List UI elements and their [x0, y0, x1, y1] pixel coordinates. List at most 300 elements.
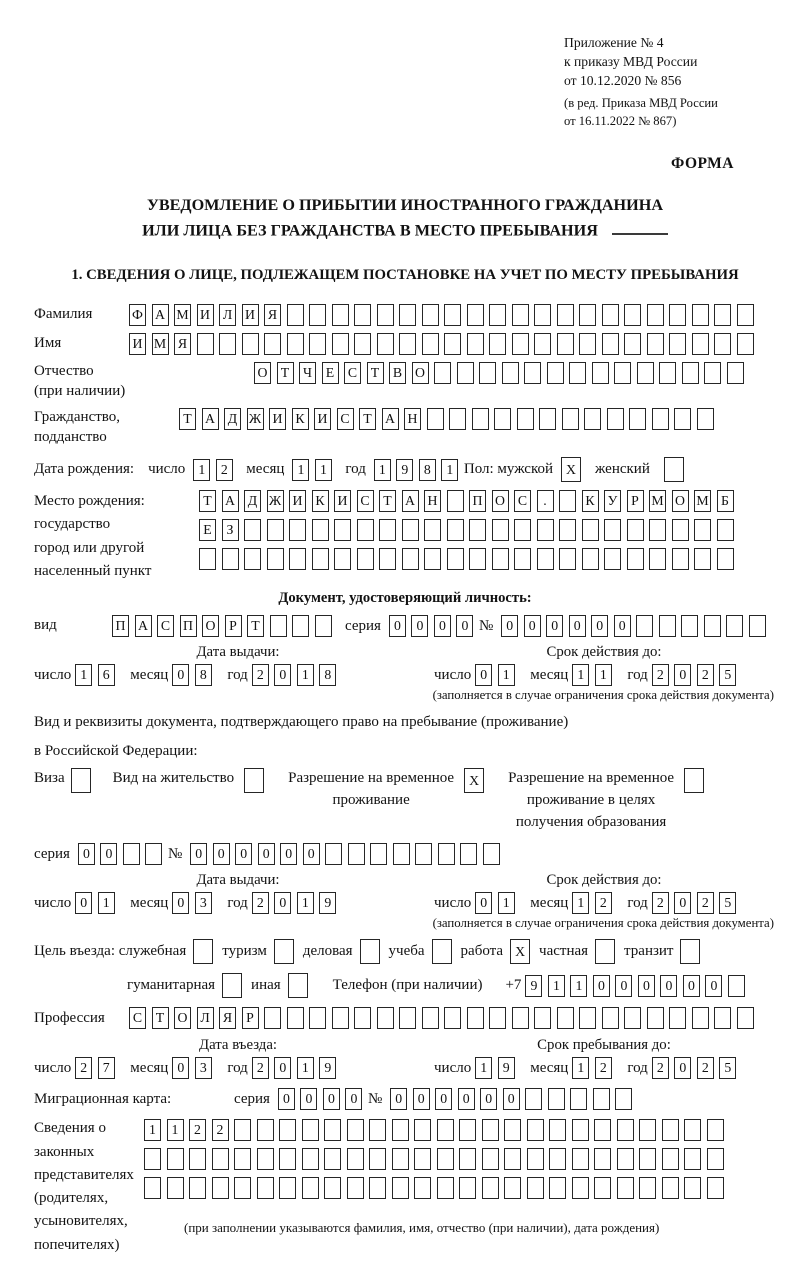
char-box[interactable] — [489, 333, 506, 355]
char-box[interactable]: Т — [179, 408, 196, 430]
char-box[interactable] — [692, 333, 709, 355]
char-box[interactable] — [539, 408, 556, 430]
char-box[interactable]: 2 — [652, 892, 669, 914]
char-box[interactable]: 0 — [345, 1088, 362, 1110]
char-box[interactable] — [627, 519, 644, 541]
char-box[interactable] — [714, 304, 731, 326]
char-box[interactable]: 1 — [144, 1119, 161, 1141]
char-box[interactable]: Л — [219, 304, 236, 326]
char-box[interactable] — [707, 1148, 724, 1170]
char-box[interactable] — [704, 362, 721, 384]
char-box[interactable] — [123, 843, 140, 865]
char-box[interactable] — [482, 1119, 499, 1141]
char-box[interactable]: 2 — [75, 1057, 92, 1079]
char-box[interactable] — [614, 362, 631, 384]
checkbox-temp-permit[interactable]: X — [464, 768, 484, 793]
char-box[interactable] — [424, 519, 441, 541]
char-box[interactable]: 6 — [98, 664, 115, 686]
char-box[interactable]: 0 — [78, 843, 95, 865]
char-box[interactable]: 1 — [297, 664, 314, 686]
char-box[interactable]: Н — [424, 490, 441, 512]
char-box[interactable]: Ж — [247, 408, 264, 430]
char-box[interactable] — [512, 1007, 529, 1029]
char-box[interactable] — [617, 1177, 634, 1199]
char-box[interactable] — [504, 1177, 521, 1199]
char-box[interactable] — [637, 362, 654, 384]
char-box[interactable]: 1 — [498, 892, 515, 914]
checkbox-edu-permit[interactable] — [684, 768, 704, 793]
char-box[interactable] — [437, 1119, 454, 1141]
char-box[interactable]: 0 — [323, 1088, 340, 1110]
char-box[interactable] — [348, 843, 365, 865]
char-box[interactable]: 0 — [235, 843, 252, 865]
char-box[interactable]: С — [157, 615, 174, 637]
char-box[interactable] — [652, 408, 669, 430]
char-box[interactable] — [309, 304, 326, 326]
char-box[interactable]: 0 — [274, 1057, 291, 1079]
char-box[interactable]: 1 — [572, 664, 589, 686]
char-box[interactable] — [615, 1088, 632, 1110]
char-box[interactable] — [370, 843, 387, 865]
char-box[interactable]: 9 — [319, 892, 336, 914]
char-box[interactable]: С — [337, 408, 354, 430]
char-box[interactable]: И — [314, 408, 331, 430]
char-box[interactable]: О — [254, 362, 271, 384]
checkbox-business[interactable] — [360, 939, 380, 964]
char-box[interactable] — [264, 333, 281, 355]
char-box[interactable]: О — [412, 362, 429, 384]
char-box[interactable]: А — [152, 304, 169, 326]
char-box[interactable]: Д — [244, 490, 261, 512]
char-box[interactable]: К — [582, 490, 599, 512]
char-box[interactable]: И — [129, 333, 146, 355]
char-box[interactable]: 1 — [297, 1057, 314, 1079]
char-box[interactable]: 0 — [615, 975, 632, 997]
char-box[interactable] — [427, 408, 444, 430]
char-box[interactable]: Я — [219, 1007, 236, 1029]
char-box[interactable]: 8 — [195, 664, 212, 686]
checkbox-humanitarian[interactable] — [222, 973, 242, 998]
char-box[interactable]: 8 — [419, 459, 436, 481]
char-box[interactable] — [244, 548, 261, 570]
char-box[interactable] — [489, 1007, 506, 1029]
char-box[interactable] — [624, 1007, 641, 1029]
char-box[interactable] — [557, 333, 574, 355]
char-box[interactable] — [684, 1177, 701, 1199]
char-box[interactable] — [379, 548, 396, 570]
char-box[interactable]: 2 — [595, 1057, 612, 1079]
char-box[interactable]: 1 — [75, 664, 92, 686]
char-box[interactable] — [422, 304, 439, 326]
char-box[interactable]: В — [389, 362, 406, 384]
char-box[interactable] — [347, 1119, 364, 1141]
char-box[interactable] — [728, 975, 745, 997]
char-box[interactable]: 0 — [458, 1088, 475, 1110]
char-box[interactable] — [334, 519, 351, 541]
char-box[interactable] — [357, 519, 374, 541]
char-box[interactable] — [737, 333, 754, 355]
char-box[interactable] — [144, 1148, 161, 1170]
char-box[interactable]: 1 — [297, 892, 314, 914]
char-box[interactable]: 1 — [475, 1057, 492, 1079]
char-box[interactable] — [624, 304, 641, 326]
char-box[interactable]: 0 — [501, 615, 518, 637]
char-box[interactable]: 0 — [569, 615, 586, 637]
checkbox-private[interactable] — [595, 939, 615, 964]
checkbox-work[interactable]: X — [510, 939, 530, 964]
char-box[interactable] — [749, 615, 766, 637]
char-box[interactable]: 9 — [319, 1057, 336, 1079]
char-box[interactable] — [534, 304, 551, 326]
char-box[interactable] — [692, 1007, 709, 1029]
char-box[interactable] — [212, 1148, 229, 1170]
char-box[interactable]: . — [537, 490, 554, 512]
char-box[interactable] — [547, 362, 564, 384]
char-box[interactable] — [459, 1119, 476, 1141]
char-box[interactable] — [482, 1177, 499, 1199]
char-box[interactable]: Т — [247, 615, 264, 637]
char-box[interactable]: К — [312, 490, 329, 512]
char-box[interactable]: 0 — [172, 1057, 189, 1079]
char-box[interactable]: К — [292, 408, 309, 430]
char-box[interactable]: 2 — [652, 664, 669, 686]
char-box[interactable]: 7 — [98, 1057, 115, 1079]
char-box[interactable] — [354, 304, 371, 326]
char-box[interactable] — [347, 1177, 364, 1199]
char-box[interactable] — [514, 519, 531, 541]
char-box[interactable] — [325, 843, 342, 865]
char-box[interactable] — [512, 333, 529, 355]
char-box[interactable]: У — [604, 490, 621, 512]
char-box[interactable]: 0 — [674, 892, 691, 914]
char-box[interactable] — [347, 1148, 364, 1170]
char-box[interactable]: 0 — [705, 975, 722, 997]
char-box[interactable] — [279, 1177, 296, 1199]
char-box[interactable] — [548, 1088, 565, 1110]
char-box[interactable]: 3 — [195, 892, 212, 914]
char-box[interactable] — [392, 1148, 409, 1170]
char-box[interactable]: Я — [174, 333, 191, 355]
char-box[interactable] — [582, 548, 599, 570]
char-box[interactable]: И — [269, 408, 286, 430]
char-box[interactable] — [392, 1119, 409, 1141]
char-box[interactable]: 8 — [319, 664, 336, 686]
char-box[interactable] — [399, 333, 416, 355]
char-box[interactable] — [447, 519, 464, 541]
char-box[interactable] — [302, 1148, 319, 1170]
char-box[interactable]: О — [202, 615, 219, 637]
char-box[interactable] — [402, 548, 419, 570]
char-box[interactable]: М — [649, 490, 666, 512]
char-box[interactable]: 0 — [475, 892, 492, 914]
char-box[interactable] — [681, 615, 698, 637]
char-box[interactable] — [492, 548, 509, 570]
char-box[interactable] — [627, 548, 644, 570]
char-box[interactable]: С — [514, 490, 531, 512]
char-box[interactable] — [399, 304, 416, 326]
char-box[interactable]: 0 — [274, 892, 291, 914]
char-box[interactable] — [289, 519, 306, 541]
checkbox-other[interactable] — [288, 973, 308, 998]
char-box[interactable] — [369, 1148, 386, 1170]
char-box[interactable]: Т — [367, 362, 384, 384]
char-box[interactable] — [234, 1177, 251, 1199]
char-box[interactable]: 0 — [172, 892, 189, 914]
char-box[interactable] — [354, 1007, 371, 1029]
char-box[interactable] — [234, 1148, 251, 1170]
char-box[interactable] — [639, 1119, 656, 1141]
char-box[interactable]: 0 — [674, 1057, 691, 1079]
char-box[interactable] — [579, 304, 596, 326]
char-box[interactable] — [649, 519, 666, 541]
char-box[interactable]: 2 — [652, 1057, 669, 1079]
char-box[interactable]: 1 — [498, 664, 515, 686]
char-box[interactable] — [482, 1148, 499, 1170]
char-box[interactable] — [572, 1119, 589, 1141]
char-box[interactable] — [312, 519, 329, 541]
char-box[interactable] — [437, 1177, 454, 1199]
char-box[interactable] — [636, 615, 653, 637]
char-box[interactable]: 1 — [292, 459, 309, 481]
char-box[interactable] — [593, 1088, 610, 1110]
char-box[interactable] — [447, 548, 464, 570]
char-box[interactable]: 0 — [389, 615, 406, 637]
char-box[interactable]: Р — [225, 615, 242, 637]
char-box[interactable]: Ф — [129, 304, 146, 326]
char-box[interactable] — [737, 1007, 754, 1029]
char-box[interactable] — [714, 1007, 731, 1029]
char-box[interactable]: 9 — [525, 975, 542, 997]
char-box[interactable]: 0 — [172, 664, 189, 686]
char-box[interactable] — [714, 333, 731, 355]
char-box[interactable] — [559, 490, 576, 512]
char-box[interactable]: 9 — [498, 1057, 515, 1079]
char-box[interactable] — [324, 1119, 341, 1141]
char-box[interactable] — [379, 519, 396, 541]
char-box[interactable] — [189, 1177, 206, 1199]
char-box[interactable] — [604, 548, 621, 570]
char-box[interactable] — [444, 333, 461, 355]
char-box[interactable] — [489, 304, 506, 326]
char-box[interactable] — [527, 1148, 544, 1170]
char-box[interactable]: 1 — [572, 892, 589, 914]
char-box[interactable]: 1 — [193, 459, 210, 481]
char-box[interactable] — [694, 548, 711, 570]
char-box[interactable] — [197, 333, 214, 355]
char-box[interactable]: Т — [379, 490, 396, 512]
char-box[interactable] — [617, 1148, 634, 1170]
char-box[interactable]: 0 — [524, 615, 541, 637]
char-box[interactable] — [167, 1177, 184, 1199]
char-box[interactable] — [549, 1177, 566, 1199]
char-box[interactable] — [602, 1007, 619, 1029]
char-box[interactable] — [469, 548, 486, 570]
char-box[interactable] — [324, 1177, 341, 1199]
char-box[interactable] — [332, 1007, 349, 1029]
char-box[interactable] — [444, 1007, 461, 1029]
char-box[interactable] — [377, 333, 394, 355]
char-box[interactable] — [334, 548, 351, 570]
char-box[interactable]: 1 — [572, 1057, 589, 1079]
char-box[interactable] — [559, 519, 576, 541]
char-box[interactable] — [467, 304, 484, 326]
char-box[interactable]: 0 — [434, 615, 451, 637]
char-box[interactable]: А — [402, 490, 419, 512]
char-box[interactable]: 2 — [697, 664, 714, 686]
char-box[interactable]: 0 — [258, 843, 275, 865]
char-box[interactable]: П — [180, 615, 197, 637]
char-box[interactable]: 5 — [719, 664, 736, 686]
char-box[interactable] — [447, 490, 464, 512]
char-box[interactable]: Т — [277, 362, 294, 384]
char-box[interactable] — [199, 548, 216, 570]
char-box[interactable]: А — [202, 408, 219, 430]
char-box[interactable] — [669, 1007, 686, 1029]
char-box[interactable] — [424, 548, 441, 570]
char-box[interactable]: 1 — [570, 975, 587, 997]
char-box[interactable] — [570, 1088, 587, 1110]
char-box[interactable]: С — [357, 490, 374, 512]
char-box[interactable] — [717, 519, 734, 541]
char-box[interactable] — [309, 333, 326, 355]
char-box[interactable] — [704, 615, 721, 637]
char-box[interactable]: 0 — [591, 615, 608, 637]
checkbox-tourism[interactable] — [274, 939, 294, 964]
char-box[interactable]: О — [492, 490, 509, 512]
char-box[interactable]: С — [344, 362, 361, 384]
char-box[interactable] — [459, 1148, 476, 1170]
char-box[interactable] — [494, 408, 511, 430]
char-box[interactable]: 2 — [212, 1119, 229, 1141]
char-box[interactable] — [692, 304, 709, 326]
char-box[interactable] — [504, 1119, 521, 1141]
char-box[interactable] — [647, 304, 664, 326]
char-box[interactable] — [737, 304, 754, 326]
char-box[interactable]: Ж — [267, 490, 284, 512]
char-box[interactable] — [517, 408, 534, 430]
char-box[interactable] — [402, 519, 419, 541]
checkbox-male[interactable]: X — [561, 457, 581, 482]
char-box[interactable]: 0 — [674, 664, 691, 686]
checkbox-female[interactable] — [664, 457, 684, 482]
char-box[interactable] — [534, 1007, 551, 1029]
char-box[interactable]: 1 — [98, 892, 115, 914]
char-box[interactable]: И — [242, 304, 259, 326]
char-box[interactable] — [672, 519, 689, 541]
char-box[interactable]: 1 — [548, 975, 565, 997]
char-box[interactable] — [222, 548, 239, 570]
char-box[interactable]: 0 — [456, 615, 473, 637]
char-box[interactable]: Я — [264, 304, 281, 326]
char-box[interactable] — [662, 1119, 679, 1141]
char-box[interactable] — [393, 843, 410, 865]
char-box[interactable] — [212, 1177, 229, 1199]
char-box[interactable]: 0 — [593, 975, 610, 997]
char-box[interactable]: 0 — [503, 1088, 520, 1110]
char-box[interactable] — [422, 333, 439, 355]
char-box[interactable] — [727, 362, 744, 384]
char-box[interactable] — [467, 1007, 484, 1029]
char-box[interactable]: Т — [152, 1007, 169, 1029]
char-box[interactable] — [584, 408, 601, 430]
char-box[interactable] — [682, 362, 699, 384]
char-box[interactable] — [369, 1119, 386, 1141]
char-box[interactable]: 0 — [190, 843, 207, 865]
char-box[interactable]: Р — [242, 1007, 259, 1029]
char-box[interactable] — [726, 615, 743, 637]
char-box[interactable]: 0 — [280, 843, 297, 865]
char-box[interactable]: 3 — [195, 1057, 212, 1079]
char-box[interactable] — [377, 304, 394, 326]
char-box[interactable] — [562, 408, 579, 430]
char-box[interactable] — [264, 1007, 281, 1029]
char-box[interactable] — [707, 1177, 724, 1199]
char-box[interactable]: 0 — [638, 975, 655, 997]
char-box[interactable]: 2 — [252, 1057, 269, 1079]
char-box[interactable] — [332, 304, 349, 326]
char-box[interactable] — [684, 1148, 701, 1170]
char-box[interactable] — [377, 1007, 394, 1029]
char-box[interactable] — [662, 1148, 679, 1170]
char-box[interactable] — [684, 1119, 701, 1141]
char-box[interactable] — [279, 1148, 296, 1170]
char-box[interactable] — [502, 362, 519, 384]
char-box[interactable]: А — [222, 490, 239, 512]
char-box[interactable] — [267, 519, 284, 541]
char-box[interactable] — [662, 1177, 679, 1199]
char-box[interactable] — [549, 1148, 566, 1170]
char-box[interactable]: М — [174, 304, 191, 326]
char-box[interactable]: Т — [199, 490, 216, 512]
char-box[interactable] — [639, 1177, 656, 1199]
char-box[interactable] — [457, 362, 474, 384]
char-box[interactable] — [459, 1177, 476, 1199]
char-box[interactable] — [639, 1148, 656, 1170]
char-box[interactable] — [257, 1177, 274, 1199]
char-box[interactable] — [279, 1119, 296, 1141]
char-box[interactable]: П — [469, 490, 486, 512]
char-box[interactable] — [244, 519, 261, 541]
char-box[interactable]: 2 — [252, 892, 269, 914]
char-box[interactable]: З — [222, 519, 239, 541]
char-box[interactable]: 1 — [595, 664, 612, 686]
char-box[interactable]: 0 — [683, 975, 700, 997]
char-box[interactable]: П — [112, 615, 129, 637]
char-box[interactable] — [460, 843, 477, 865]
char-box[interactable]: 0 — [75, 892, 92, 914]
char-box[interactable]: Е — [199, 519, 216, 541]
char-box[interactable]: Т — [359, 408, 376, 430]
char-box[interactable]: 0 — [100, 843, 117, 865]
char-box[interactable]: 1 — [374, 459, 391, 481]
char-box[interactable] — [659, 362, 676, 384]
char-box[interactable] — [669, 333, 686, 355]
char-box[interactable]: 0 — [435, 1088, 452, 1110]
char-box[interactable]: 2 — [697, 1057, 714, 1079]
char-box[interactable] — [617, 1119, 634, 1141]
char-box[interactable] — [292, 615, 309, 637]
char-box[interactable] — [302, 1177, 319, 1199]
char-box[interactable]: 0 — [413, 1088, 430, 1110]
char-box[interactable] — [572, 1148, 589, 1170]
char-box[interactable] — [189, 1148, 206, 1170]
char-box[interactable] — [267, 548, 284, 570]
char-box[interactable]: 0 — [390, 1088, 407, 1110]
char-box[interactable] — [512, 304, 529, 326]
char-box[interactable] — [444, 304, 461, 326]
char-box[interactable] — [602, 333, 619, 355]
char-box[interactable] — [527, 1177, 544, 1199]
